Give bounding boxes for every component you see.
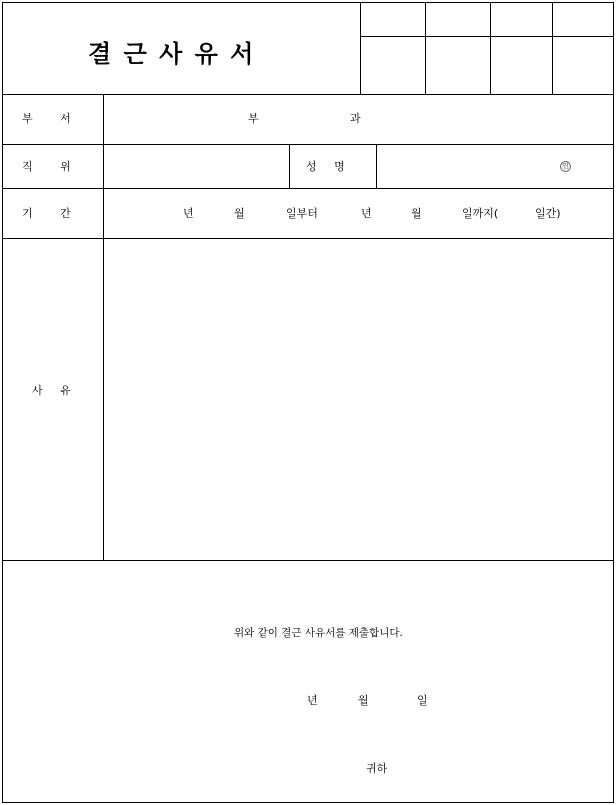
approval-box-divider-2 [490,2,491,94]
outer-border-right [613,2,614,803]
seal-icon: 인 [560,161,571,172]
reason-text-area[interactable] [104,239,613,560]
addressee-label: 귀하 [366,762,388,775]
outer-border-left [2,2,3,803]
period-day-from: 일부터 [286,207,318,220]
position-label: 직 위 [22,160,71,173]
name-label: 성 명 [306,160,345,173]
period-label: 기 간 [22,207,71,220]
period-month-until: 월 [411,207,422,220]
row-separator-reason [2,560,614,561]
name-input-field[interactable] [377,145,613,188]
approval-box-left [360,2,361,94]
department-bu-suffix: 부 [248,112,259,125]
reason-label: 사 유 [32,384,71,397]
submission-statement: 위와 같이 결근 사유서를 제출합니다. [234,627,403,639]
department-gwa-suffix: 과 [350,112,361,125]
period-input-field[interactable] [104,189,613,238]
date-day: 일 [417,694,428,707]
date-year: 년 [307,694,318,707]
period-days-total: 일간) [535,207,561,220]
department-input-field[interactable] [104,95,613,144]
period-year-from: 년 [183,207,194,220]
position-input-field[interactable] [104,145,289,188]
period-month-from: 월 [234,207,245,220]
outer-border-top [2,2,614,3]
approval-box-divider-3 [552,2,553,94]
form-title: 결 근 사 유 서 [88,40,256,68]
recipient-input-field[interactable] [160,758,360,780]
approval-box-mid [360,36,614,37]
period-day-until: 일까지( [462,207,499,220]
date-month: 월 [358,694,369,707]
approval-box-divider-1 [425,2,426,94]
period-year-until: 년 [361,207,372,220]
outer-border-bottom [2,802,614,803]
department-label: 부 서 [22,112,71,125]
position-name-separator-1 [289,144,290,188]
